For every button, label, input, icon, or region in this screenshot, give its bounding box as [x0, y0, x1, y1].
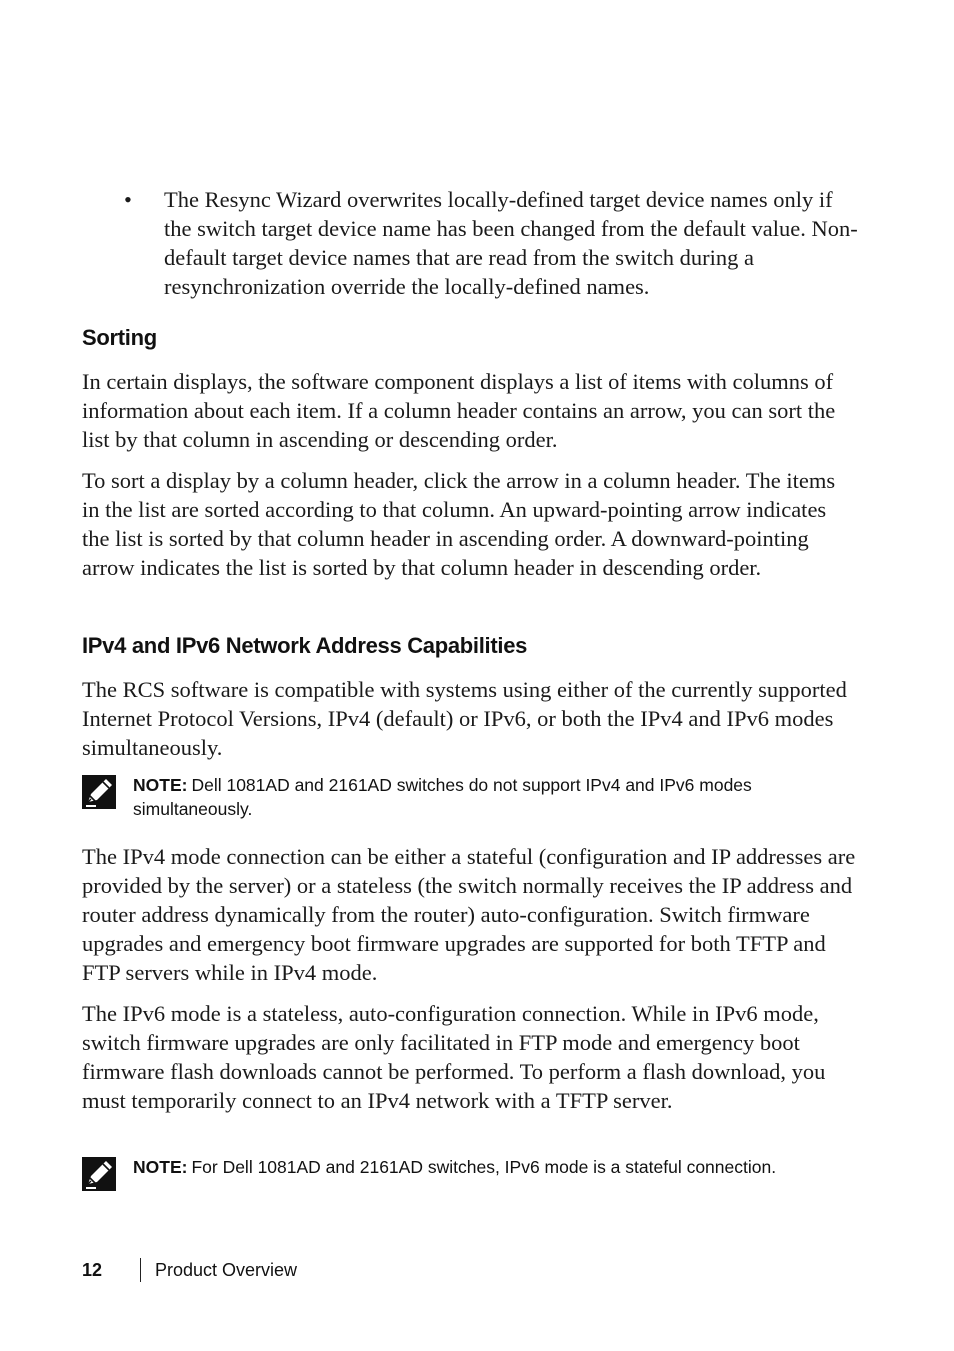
note-1-label: NOTE:	[133, 775, 188, 795]
sorting-heading: Sorting	[82, 325, 157, 350]
note-2	[82, 1155, 862, 1191]
footer-section-title: Product Overview	[155, 1259, 298, 1280]
note-2-text	[133, 1155, 776, 1191]
bullet-item	[82, 185, 862, 301]
pencil-note-icon	[82, 775, 116, 809]
sorting-paragraph-1: In certain displays, the software component displays a list of items with columns of information about each item. If a column header contains an arrow, you can sort the list by that column in ascending or descending order.	[82, 369, 836, 452]
bullet-text: The Resync Wizard overwrites locally-defined target device names only if the switch target device name has been changed from the default value. Non-default target device names that are read from the switch during a resynchronization override the locally-defined names.	[164, 187, 858, 299]
pencil-note-icon	[82, 1157, 116, 1191]
bullet-symbol: •	[124, 187, 132, 212]
sorting-paragraph-2: To sort a display by a column header, click the arrow in a column header. The items in the list are sorted according to that column. An upward-pointing arrow indicates the list is sorted by that column header in ascending order. A downward-pointing arrow indicates the list is sorted by that column header in descending order.	[82, 468, 836, 580]
note-2-label: NOTE:	[133, 1157, 188, 1177]
page-number: 12	[82, 1259, 103, 1280]
note-1	[82, 773, 862, 821]
page-footer	[82, 1258, 297, 1282]
note-1-body: Dell 1081AD and 2161AD switches do not support IPv4 and IPv6 modes simultaneously.	[133, 775, 752, 819]
ip-paragraph-3: The IPv6 mode is a stateless, auto-configuration connection. While in IPv6 mode, switch firmware upgrades are only facilitated in FTP mode and emergency boot firmware flash downloads cannot be performed. To perform a flash download, you must temporarily connect to an IPv4 network with a TFTP server.	[82, 1001, 826, 1113]
ip-paragraph-2: The IPv4 mode connection can be either a stateful (configuration and IP addresses are provided by the server) or a stateless (the switch normally receives the IP address and router address dynamically from the router) auto-configuration. Switch firmware upgrades and emergency boot firmware upgrades are supported for both TFTP and FTP servers while in IPv4 mode.	[82, 844, 856, 985]
note-2-body: For Dell 1081AD and 2161AD switches, IPv6 mode is a stateful connection.	[191, 1157, 777, 1177]
note-1-text	[133, 773, 862, 821]
bullet-list	[82, 185, 862, 301]
ip-section-heading: IPv4 and IPv6 Network Address Capabilities	[82, 633, 528, 658]
footer-divider	[140, 1258, 141, 1282]
ip-paragraph-1: The RCS software is compatible with systems using either of the currently supported Internet Protocol Versions, IPv4 (default) or IPv6, or both the IPv4 and IPv6 modes simultaneously.	[82, 677, 847, 760]
